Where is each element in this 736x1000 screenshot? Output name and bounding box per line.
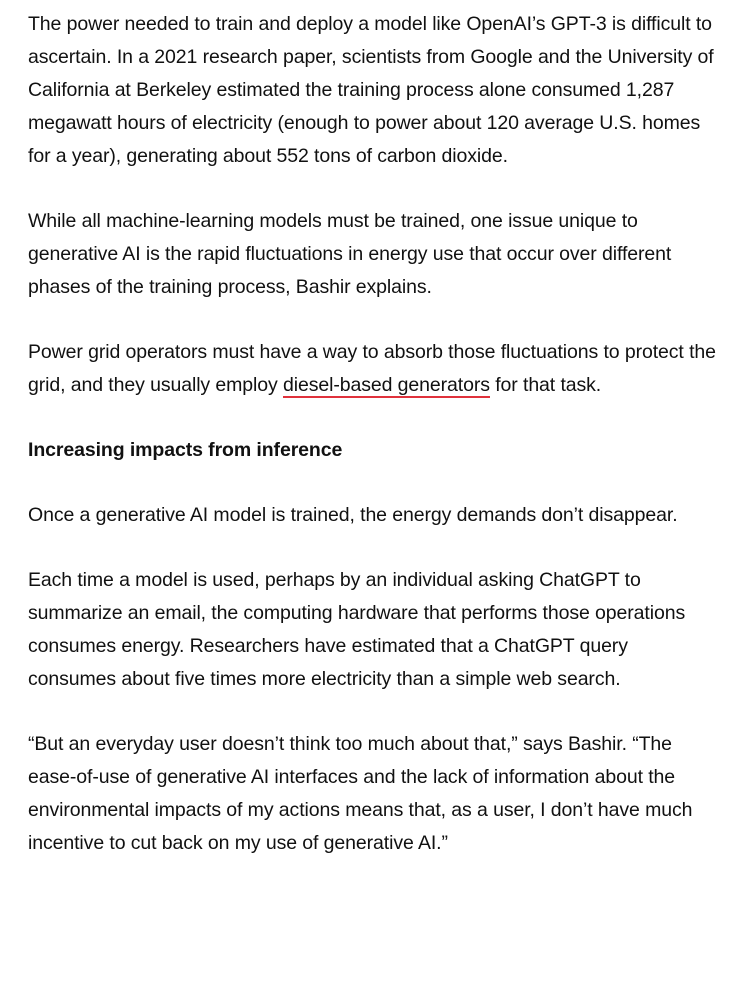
paragraph-energy-demands: Once a generative AI model is trained, the energy demands don’t disappear. (28, 504, 678, 526)
paragraph-text-after-link: for that task. (489, 374, 602, 396)
spacer (28, 402, 720, 434)
section-heading: Increasing impacts from inference (28, 439, 343, 461)
paragraph-bashir-quote: “But an everyday user doesn’t think too much about that,” says Bashir. “The ease-of-use of generative AI interfaces and the lack of information about the environmental impacts of my actions means that, as a user, I don’t have much incentive to cut back on my use of generative AI.” (28, 733, 693, 854)
spacer (28, 173, 720, 205)
paragraph-grid-operators (28, 336, 720, 402)
diesel-generators-link[interactable]: diesel-based generators (282, 374, 490, 396)
spacer (28, 696, 720, 728)
paragraph-inference-usage: Each time a model is used, perhaps by an individual asking ChatGPT to summarize an email, the computing hardware that performs those operations consumes energy. Researchers have estimated that a ChatGPT query consumes about five times more electricity than a simple web search. (28, 569, 686, 690)
paragraph-fluctuations: While all machine-learning models must be trained, one issue unique to generative AI is the rapid fluctuations in energy use that occur over different phases of the training process, Bashir explains. (28, 210, 672, 298)
spacer (28, 304, 720, 336)
spacer (28, 532, 720, 564)
spacer (28, 467, 720, 499)
paragraph-training-energy: The power needed to train and deploy a model like OpenAI’s GPT-3 is difficult to ascertain. In a 2021 research paper, scientists from Google and the University of California at Berkeley estimated the training process alone consumed 1,287 megawatt hours of electricity (enough to power about 120 average U.S. homes for a year), generating about 552 tons of carbon dioxide. (28, 13, 714, 167)
paragraph-text-before-link: Power grid operators must have a way to absorb those fluctuations to protect the grid, and they usually employ (28, 341, 716, 396)
